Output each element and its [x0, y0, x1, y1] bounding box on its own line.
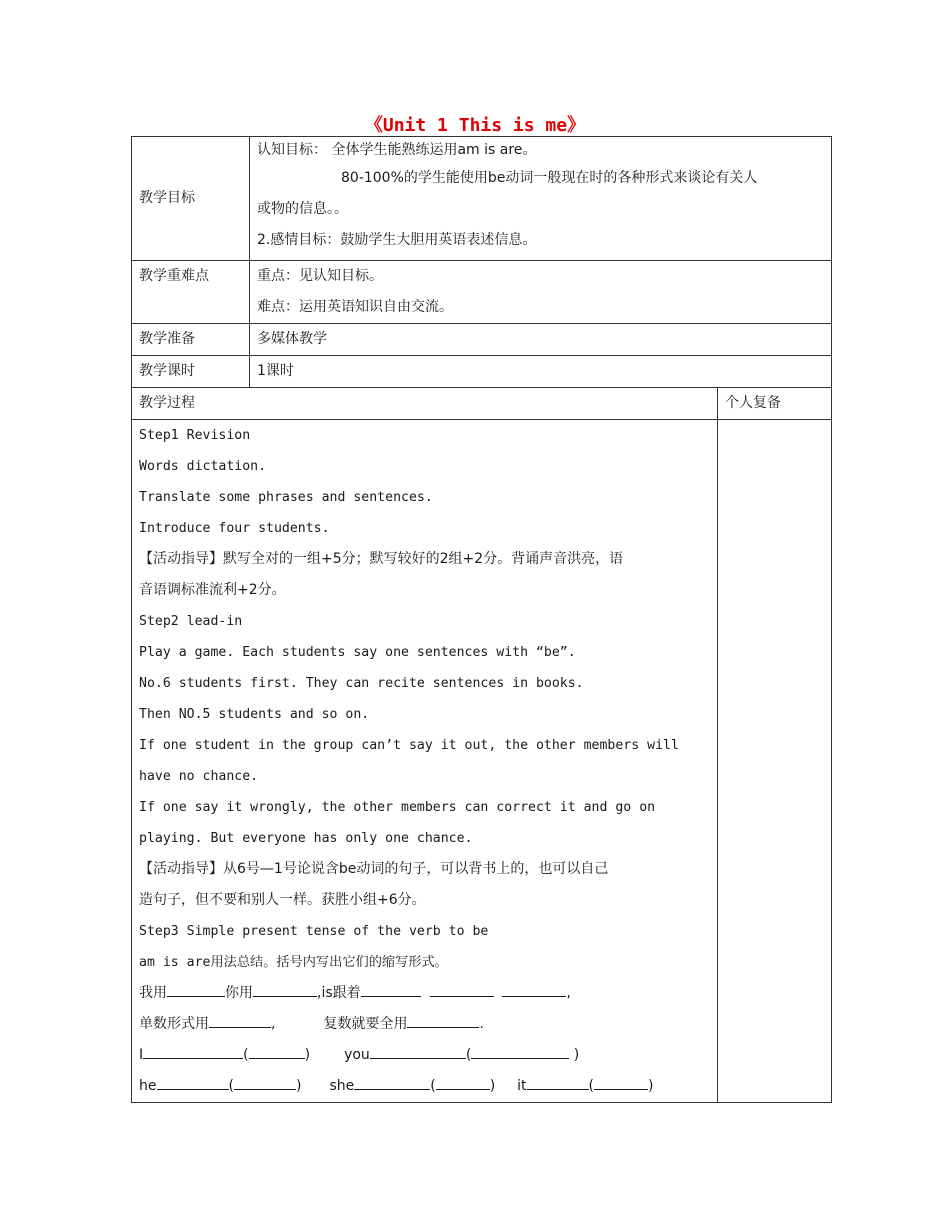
blank-field[interactable]: [157, 1075, 229, 1090]
period-value: 1课时: [257, 363, 294, 379]
process-header-row: [132, 388, 832, 420]
preparation-label-cell: [132, 324, 250, 356]
period-row: [132, 356, 832, 388]
blank-field[interactable]: [471, 1044, 569, 1059]
personal-prep-label-cell: [718, 388, 832, 420]
objectives-label-cell: [132, 137, 250, 261]
process-line: Step1 Revision: [139, 428, 251, 443]
preparation-row: [132, 324, 832, 356]
objectives-line-2: 80-100%的学生能使用be动词一般现在时的各种形式来谈论有关人: [341, 170, 758, 186]
keypoints-line-1: 重点：见认知目标。: [257, 268, 383, 284]
document-title: 《Unit 1 This is me》: [364, 115, 586, 136]
objectives-content-cell: [250, 137, 832, 261]
fill-text: ): [295, 1078, 302, 1094]
fill-text: ,is跟着: [317, 985, 361, 1001]
fill-text: she: [329, 1078, 355, 1094]
fill-text: 单数形式用: [139, 1016, 209, 1032]
fill-text: ): [489, 1078, 496, 1094]
keypoints-line-2: 难点：运用英语知识自由交流。: [257, 299, 453, 315]
fill-text: 复数就要全用: [323, 1016, 408, 1032]
fill-text: (: [465, 1047, 472, 1063]
objectives-row: [132, 137, 832, 261]
personal-prep-label: 个人复备: [725, 395, 781, 411]
fill-text: 你用: [225, 985, 253, 1001]
process-line: Step3 Simple present tense of the verb to be: [139, 924, 489, 939]
process-line: Introduce four students.: [139, 521, 330, 536]
blank-field[interactable]: [354, 1075, 430, 1090]
blank-field[interactable]: [143, 1044, 243, 1059]
preparation-value: 多媒体教学: [257, 331, 327, 347]
process-line: Words dictation.: [139, 459, 267, 474]
fill-text: it: [517, 1078, 527, 1094]
fill-text: (: [588, 1078, 595, 1094]
keypoints-row: [132, 261, 832, 324]
process-content-cell: [132, 420, 718, 1103]
process-line: No.6 students first. They can recite sentences in books.: [139, 676, 584, 691]
process-line: Then NO.5 students and so on.: [139, 707, 370, 722]
fill-in-line-1: [139, 978, 710, 1009]
process-line: If one student in the group can’t say it out, the other members will: [139, 738, 679, 753]
lesson-plan-table: [131, 136, 832, 1103]
keypoints-label: 教学重难点: [139, 268, 209, 284]
fill-text: (: [228, 1078, 234, 1094]
blank-field[interactable]: [502, 982, 566, 997]
preparation-value-cell: [250, 324, 832, 356]
process-line: Translate some phrases and sentences.: [139, 490, 433, 505]
process-line: playing. But everyone has only one chance.: [139, 831, 473, 846]
period-value-cell: [250, 356, 832, 388]
fill-text: ): [304, 1047, 311, 1063]
objectives-line-3: 或物的信息。。: [257, 201, 348, 217]
blank-field[interactable]: [253, 982, 317, 997]
activity-guide-line: 造句子，但不要和别人一样。获胜小组+6分。: [139, 892, 426, 908]
fill-text: 我用: [139, 985, 167, 1001]
activity-guide-line: 【活动指导】默写全对的一组+5分；默写较好的2组+2分。背诵声音洪亮，语: [139, 551, 624, 567]
fill-in-line-2: [139, 1009, 710, 1040]
process-line: If one say it wrongly, the other members can correct it and go on: [139, 800, 656, 815]
fill-in-line-4: [139, 1071, 710, 1102]
blank-field[interactable]: [430, 982, 494, 997]
blank-field[interactable]: [234, 1075, 296, 1090]
blank-field[interactable]: [249, 1044, 305, 1059]
blank-field[interactable]: [594, 1075, 648, 1090]
period-label-cell: [132, 356, 250, 388]
process-line: have no chance.: [139, 769, 259, 784]
fill-text: ): [573, 1047, 580, 1063]
keypoints-label-cell: [132, 261, 250, 324]
blank-field[interactable]: [167, 982, 225, 997]
objectives-line-1: 认知目标： 全体学生能熟练运用am is are。: [257, 142, 537, 158]
fill-text: he: [139, 1078, 157, 1094]
fill-text: .: [479, 1016, 484, 1032]
fill-in-line-3: [139, 1040, 710, 1071]
fill-text: ,: [566, 985, 571, 1001]
fill-text: (: [243, 1047, 249, 1063]
blank-field[interactable]: [436, 1075, 490, 1090]
process-label-cell: [132, 388, 718, 420]
process-line: am is are用法总结。括号内写出它们的缩写形式。: [139, 955, 448, 970]
keypoints-content-cell: [250, 261, 832, 324]
process-line: Play a game. Each students say one sentences with “be”.: [139, 645, 576, 660]
fill-text: ): [648, 1078, 654, 1094]
fill-text: you: [344, 1047, 370, 1063]
fill-text: ,: [271, 1016, 276, 1032]
activity-guide-line: 【活动指导】从6号—1号论说含be动词的句子，可以背书上的，也可以自己: [139, 861, 609, 877]
blank-field[interactable]: [370, 1044, 466, 1059]
fill-text: (: [430, 1078, 436, 1094]
blank-field[interactable]: [407, 1013, 479, 1028]
personal-prep-cell: [718, 420, 832, 1103]
process-label: 教学过程: [139, 395, 195, 411]
objectives-line-4: 2.感情目标：鼓励学生大胆用英语表述信息。: [257, 232, 537, 248]
objectives-label: 教学目标: [139, 190, 195, 206]
blank-field[interactable]: [209, 1013, 271, 1028]
period-label: 教学课时: [139, 363, 195, 379]
preparation-label: 教学准备: [139, 331, 195, 347]
activity-guide-line: 音语调标准流利+2分。: [139, 582, 286, 598]
process-body-row: [132, 420, 832, 1103]
blank-field[interactable]: [361, 982, 421, 997]
process-line: Step2 lead-in: [139, 614, 243, 629]
blank-field[interactable]: [527, 1075, 589, 1090]
fill-text: I: [139, 1047, 144, 1063]
